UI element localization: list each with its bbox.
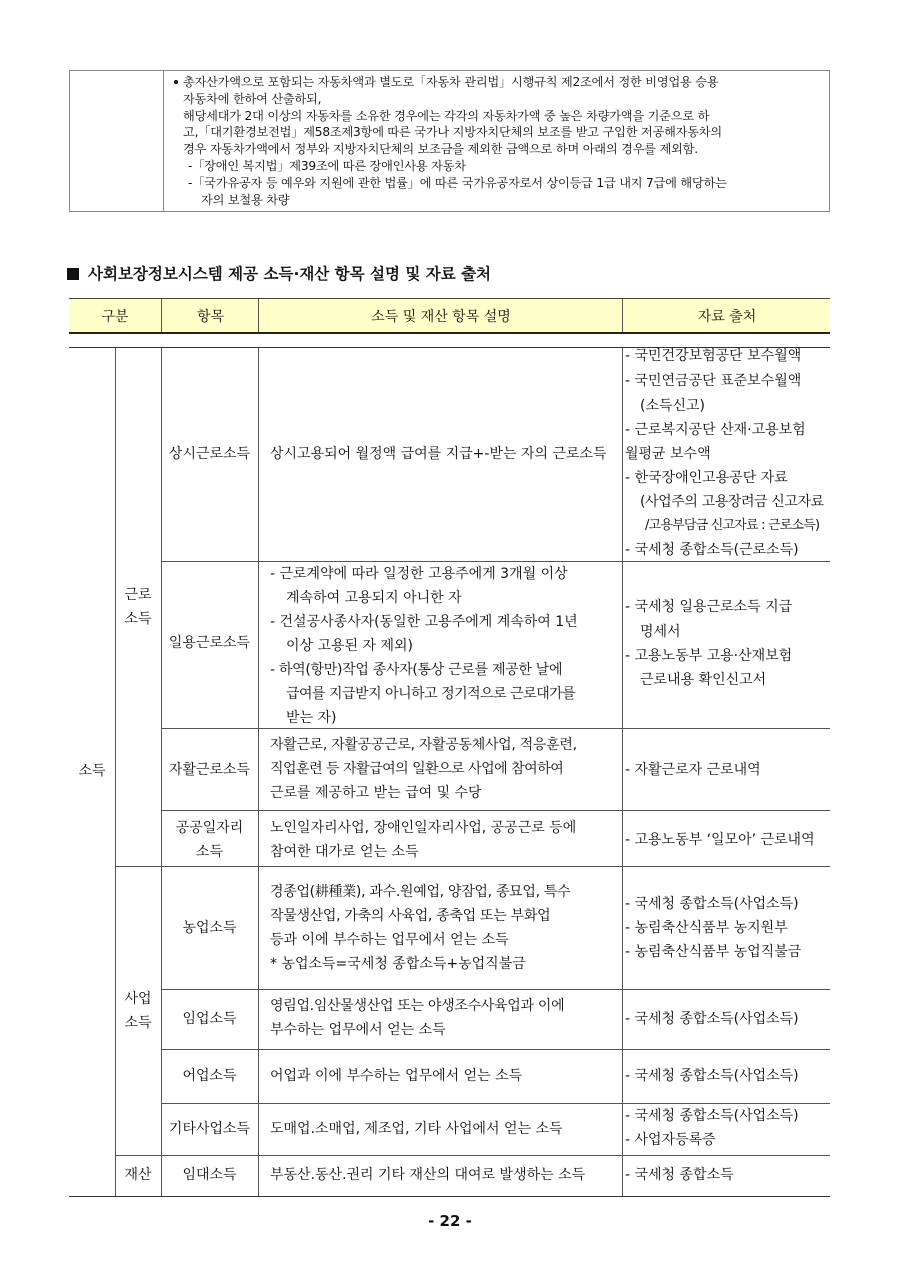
desc-daily: - 하역(항만)작업 종사자(통상 근로를 제공한 날에	[270, 662, 563, 678]
source-regular: - 국민연금공단 표준보수월액	[625, 373, 802, 389]
row-divider	[115, 1155, 830, 1156]
section-heading-text: 사회보장정보시스템 제공 소득·재산 항목 설명 및 자료 출처	[88, 265, 492, 283]
source-daily: 명세서	[640, 624, 681, 640]
sub-business-label-1: 사업	[124, 991, 152, 1007]
header-source: 자료 출처	[622, 299, 831, 332]
desc-forest: 부수하는 업무에서 얻는 소득	[270, 1022, 446, 1038]
page-number: - 22 -	[428, 1212, 472, 1230]
sub-business-label-2: 소득	[124, 1015, 152, 1031]
source-regular: - 국세청 종합소득(근로소득)	[625, 542, 799, 558]
note-line: -「장애인 복지법」제39조에 따른 장애인사용 자동차	[188, 158, 466, 173]
desc-daily: - 건설공사종사자(동일한 고용주에게 계속하여 1년	[270, 614, 578, 630]
desc-daily: 계속하여 고용되지 아니한 자	[286, 590, 462, 606]
desc-public: 노인일자리사업, 장애인일자리사업, 공공근로 등에	[270, 820, 577, 836]
note-line: 고,「대기환경보전법」제58조제3항에 따른 국가나 지방자치단체의 보조를 받고 구입한 저공해자동차의	[183, 125, 722, 140]
sub-labor-label-2: 소득	[124, 611, 152, 627]
item-farm: 농업소득	[182, 920, 237, 936]
item-forest: 임업소득	[182, 1011, 237, 1027]
note-left-cell	[70, 71, 164, 211]
note-line: 자의 보철용 차량	[201, 192, 290, 207]
item-selfsupport: 자활근로소득	[168, 762, 251, 778]
note-line: -「국가유공자 등 예우와 지원에 관한 법률」에 따른 국가유공자로서 상이등급 1급 내지 7급에 해당하는	[188, 175, 727, 190]
header-item: 항목	[161, 299, 259, 332]
table-bottom-rule	[69, 1196, 830, 1197]
item-fish: 어업소득	[182, 1068, 237, 1084]
source-daily: 근로내용 확인신고서	[640, 672, 767, 688]
note-line: 총자산가액으로 포함되는 자동차액과 별도로「자동차 관리법」시행규칙 제2조에서 정한 비영업용 승용	[183, 75, 719, 89]
col-divider	[258, 347, 259, 1196]
row-divider	[161, 728, 830, 729]
group-income-label: 소득	[78, 763, 106, 779]
desc-selfsupport: 근로를 제공하고 받는 급여 및 수당	[270, 785, 482, 801]
item-public-1: 공공일자리	[175, 820, 244, 836]
row-divider	[161, 810, 830, 811]
source-regular: - 근로복지공단 산재·고용보험	[625, 422, 806, 438]
desc-farm: 등과 이에 부수하는 업무에서 얻는 소득	[270, 932, 509, 948]
item-otherbiz: 기타사업소득	[168, 1121, 251, 1137]
desc-farm: 경종업(耕種業), 과수.원예업, 양잠업, 종묘업, 특수	[270, 884, 571, 900]
source-otherbiz: - 국세청 종합소득(사업소득)	[625, 1108, 799, 1124]
desc-public: 참여한 대가로 얻는 소득	[270, 844, 419, 860]
desc-forest: 영림업.임산물생산업 또는 야생조수사육업과 이에	[270, 998, 565, 1014]
note-line: 자동차에 한하여 산출하되,	[183, 91, 322, 106]
source-daily: - 국세청 일용근로소득 지급	[625, 599, 793, 615]
row-divider	[115, 866, 830, 867]
item-daily: 일용근로소득	[168, 635, 251, 651]
desc-fish: 어업과 이에 부수하는 업무에서 얻는 소득	[270, 1068, 523, 1084]
desc-daily: 이상 고용된 자 제외)	[286, 638, 414, 654]
desc-regular: 상시고용되어 월정액 급여를 지급+-받는 자의 근로소득	[270, 446, 607, 462]
item-regular: 상시근로소득	[168, 446, 251, 462]
note-line: 경우 자동차가액에서 정부와 지방자치단체의 보조금을 제외한 금액으로 하며 아래의 경우를 제외함.	[183, 142, 698, 157]
source-regular: - 한국장애인고용공단 자료	[625, 470, 788, 486]
desc-rent: 부동산.동산.권리 기타 재산의 대여로 발생하는 소득	[270, 1167, 586, 1183]
desc-daily: - 근로계약에 따라 일정한 고용주에게 3개월 이상	[270, 566, 568, 582]
source-public: - 고용노동부 ‘일모아’ 근로내역	[625, 832, 815, 848]
desc-farm: * 농업소득=국세청 종합소득+농업직불금	[270, 956, 526, 972]
note-content	[170, 74, 827, 208]
col-divider	[115, 347, 116, 1196]
source-regular: (소득신고)	[640, 398, 706, 414]
source-farm: - 농림축산식품부 농지원부	[625, 920, 788, 936]
source-regular: (사업주의 고용장려금 신고자료	[640, 494, 824, 510]
header-category: 구분	[101, 308, 129, 325]
desc-daily: 급여를 지급받지 아니하고 정기적으로 근로대가를	[286, 686, 576, 702]
row-divider	[161, 1049, 830, 1050]
desc-daily: 받는 자)	[286, 710, 337, 726]
desc-selfsupport: 직업훈련 등 자활급여의 일환으로 사업에 참여하여	[270, 761, 564, 777]
item-public-2: 소득	[195, 844, 224, 860]
source-selfsupport: - 자활근로자 근로내역	[625, 762, 761, 778]
sub-labor-label-1: 근로	[124, 587, 152, 603]
desc-selfsupport: 자활근로, 자활공공근로, 자활공동체사업, 적응훈련,	[270, 737, 577, 753]
header-description: 소득 및 재산 항목 설명	[258, 299, 623, 332]
source-regular: /고용부담금 신고자료 : 근로소득)	[645, 518, 820, 533]
source-otherbiz: - 사업자등록증	[625, 1132, 716, 1148]
source-regular: - 국민건강보험공단 보수월액	[625, 348, 802, 364]
source-farm: - 국세청 종합소득(사업소득)	[625, 896, 799, 912]
source-daily: - 고용노동부 고용·산재보험	[625, 648, 793, 664]
source-farm: - 농림축산식품부 농업직불금	[625, 944, 802, 960]
source-fish: - 국세청 종합소득(사업소득)	[625, 1068, 799, 1084]
desc-farm: 작물생산업, 가축의 사육업, 종축업 또는 부화업	[270, 908, 551, 924]
source-forest: - 국세청 종합소득(사업소득)	[625, 1011, 799, 1027]
group-property-label: 재산	[124, 1167, 152, 1183]
col-divider	[622, 347, 623, 1196]
section-heading	[67, 262, 491, 284]
item-rent: 임대소득	[182, 1167, 237, 1183]
note-line: 해당세대가 2대 이상의 자동차를 소유한 경우에는 각각의 자동차가액 중 높은 차량가액을 기준으로 하	[183, 108, 710, 123]
row-divider	[161, 989, 830, 990]
note-box	[69, 70, 830, 212]
square-bullet-icon	[67, 268, 79, 280]
bullet-icon	[174, 80, 178, 84]
table-header-row	[69, 298, 830, 334]
desc-otherbiz: 도매업.소매업, 제조업, 기타 사업에서 얻는 소득	[270, 1121, 563, 1137]
source-rent: - 국세청 종합소득	[625, 1167, 734, 1183]
source-regular: 월평균 보수액	[625, 446, 711, 462]
